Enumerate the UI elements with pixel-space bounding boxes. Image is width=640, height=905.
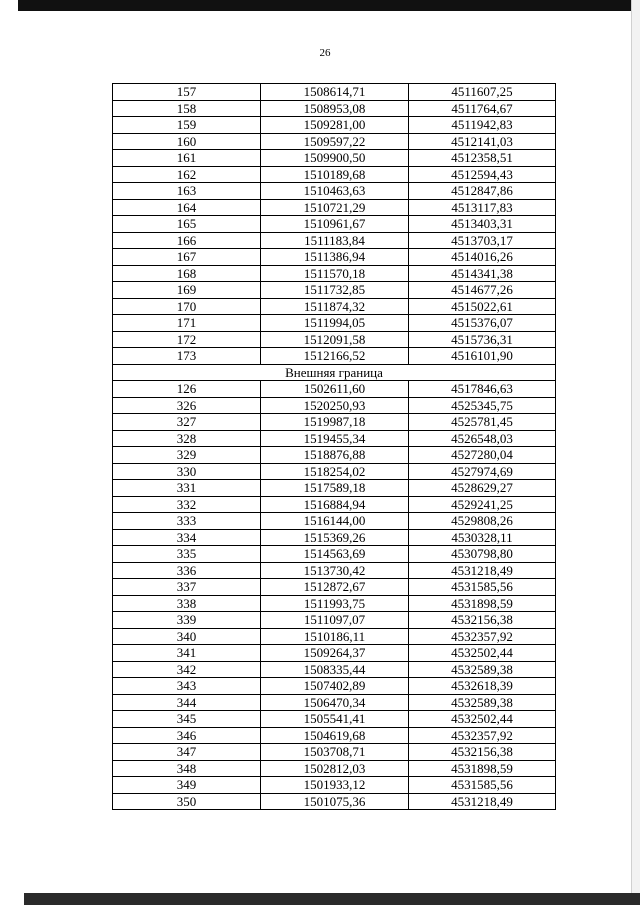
x-coordinate-cell: 1502611,60 — [261, 381, 409, 398]
x-coordinate-cell: 1518876,88 — [261, 447, 409, 464]
table-row — [113, 727, 556, 744]
table-row — [113, 744, 556, 761]
y-coordinate-cell: 4532357,92 — [409, 628, 556, 645]
point-number-cell: 347 — [113, 744, 261, 761]
point-number-cell: 166 — [113, 232, 261, 249]
point-number-cell: 348 — [113, 760, 261, 777]
table-row — [113, 199, 556, 216]
y-coordinate-cell: 4513703,17 — [409, 232, 556, 249]
x-coordinate-cell: 1509900,50 — [261, 150, 409, 167]
point-number-cell: 159 — [113, 117, 261, 134]
y-coordinate-cell: 4527280,04 — [409, 447, 556, 464]
y-coordinate-cell: 4531898,59 — [409, 760, 556, 777]
table-row — [113, 678, 556, 695]
point-number-cell: 165 — [113, 216, 261, 233]
x-coordinate-cell: 1506470,34 — [261, 694, 409, 711]
x-coordinate-cell: 1511097,07 — [261, 612, 409, 629]
point-number-cell: 326 — [113, 397, 261, 414]
point-number-cell: 332 — [113, 496, 261, 513]
table-row — [113, 150, 556, 167]
x-coordinate-cell: 1516144,00 — [261, 513, 409, 530]
table-row — [113, 447, 556, 464]
table-row — [113, 84, 556, 101]
point-number-cell: 164 — [113, 199, 261, 216]
point-number-cell: 171 — [113, 315, 261, 332]
point-number-cell: 163 — [113, 183, 261, 200]
x-coordinate-cell: 1504619,68 — [261, 727, 409, 744]
table-row — [113, 529, 556, 546]
table-row — [113, 496, 556, 513]
y-coordinate-cell: 4512141,03 — [409, 133, 556, 150]
section-header-group — [113, 364, 556, 381]
point-number-cell: 335 — [113, 546, 261, 563]
y-coordinate-cell: 4532618,39 — [409, 678, 556, 695]
point-number-cell: 157 — [113, 84, 261, 101]
y-coordinate-cell: 4528629,27 — [409, 480, 556, 497]
y-coordinate-cell: 4511764,67 — [409, 100, 556, 117]
y-coordinate-cell: 4530798,80 — [409, 546, 556, 563]
table-row — [113, 100, 556, 117]
y-coordinate-cell: 4532502,44 — [409, 711, 556, 728]
x-coordinate-cell: 1511386,94 — [261, 249, 409, 266]
y-coordinate-cell: 4512358,51 — [409, 150, 556, 167]
y-coordinate-cell: 4511942,83 — [409, 117, 556, 134]
x-coordinate-cell: 1511732,85 — [261, 282, 409, 299]
point-number-cell: 329 — [113, 447, 261, 464]
y-coordinate-cell: 4532589,38 — [409, 661, 556, 678]
table-row — [113, 612, 556, 629]
point-number-cell: 161 — [113, 150, 261, 167]
x-coordinate-cell: 1510186,11 — [261, 628, 409, 645]
point-number-cell: 342 — [113, 661, 261, 678]
x-coordinate-cell: 1501933,12 — [261, 777, 409, 794]
scan-border-bottom — [24, 893, 640, 905]
table-row — [113, 298, 556, 315]
y-coordinate-cell: 4532357,92 — [409, 727, 556, 744]
x-coordinate-cell: 1508953,08 — [261, 100, 409, 117]
table-row — [113, 480, 556, 497]
x-coordinate-cell: 1512166,52 — [261, 348, 409, 365]
table-row — [113, 117, 556, 134]
point-number-cell: 158 — [113, 100, 261, 117]
x-coordinate-cell: 1510463,63 — [261, 183, 409, 200]
point-number-cell: 346 — [113, 727, 261, 744]
point-number-cell: 339 — [113, 612, 261, 629]
y-coordinate-cell: 4529808,26 — [409, 513, 556, 530]
x-coordinate-cell: 1510721,29 — [261, 199, 409, 216]
table-row — [113, 645, 556, 662]
point-number-cell: 333 — [113, 513, 261, 530]
y-coordinate-cell: 4514341,38 — [409, 265, 556, 282]
point-number-cell: 170 — [113, 298, 261, 315]
page-number: 26 — [319, 47, 331, 59]
y-coordinate-cell: 4531585,56 — [409, 777, 556, 794]
table-row — [113, 628, 556, 645]
point-number-cell: 349 — [113, 777, 261, 794]
point-number-cell: 327 — [113, 414, 261, 431]
y-coordinate-cell: 4531218,49 — [409, 793, 556, 810]
point-number-cell: 126 — [113, 381, 261, 398]
x-coordinate-cell: 1517589,18 — [261, 480, 409, 497]
y-coordinate-cell: 4517846,63 — [409, 381, 556, 398]
x-coordinate-cell: 1507402,89 — [261, 678, 409, 695]
point-number-cell: 331 — [113, 480, 261, 497]
x-coordinate-cell: 1511994,05 — [261, 315, 409, 332]
coordinates-table — [112, 83, 556, 810]
table-row — [113, 546, 556, 563]
y-coordinate-cell: 4525345,75 — [409, 397, 556, 414]
table-row — [113, 381, 556, 398]
x-coordinate-cell: 1503708,71 — [261, 744, 409, 761]
table-row — [113, 232, 556, 249]
y-coordinate-cell: 4531218,49 — [409, 562, 556, 579]
x-coordinate-cell: 1513730,42 — [261, 562, 409, 579]
x-coordinate-cell: 1510189,68 — [261, 166, 409, 183]
table-row — [113, 348, 556, 365]
x-coordinate-cell: 1512091,58 — [261, 331, 409, 348]
coordinates-table-outer-boundary-section — [113, 381, 556, 810]
table-row — [113, 397, 556, 414]
y-coordinate-cell: 4529241,25 — [409, 496, 556, 513]
point-number-cell: 172 — [113, 331, 261, 348]
x-coordinate-cell: 1512872,67 — [261, 579, 409, 596]
y-coordinate-cell: 4516101,90 — [409, 348, 556, 365]
y-coordinate-cell: 4531585,56 — [409, 579, 556, 596]
table-row — [113, 315, 556, 332]
table-row — [113, 282, 556, 299]
table-row — [113, 463, 556, 480]
table-row — [113, 579, 556, 596]
coordinates-table-top-section — [113, 84, 556, 365]
point-number-cell: 344 — [113, 694, 261, 711]
x-coordinate-cell: 1518254,02 — [261, 463, 409, 480]
point-number-cell: 340 — [113, 628, 261, 645]
y-coordinate-cell: 4532589,38 — [409, 694, 556, 711]
x-coordinate-cell: 1511874,32 — [261, 298, 409, 315]
table-row — [113, 133, 556, 150]
table-row — [113, 513, 556, 530]
point-number-cell: 169 — [113, 282, 261, 299]
point-number-cell: 162 — [113, 166, 261, 183]
x-coordinate-cell: 1508614,71 — [261, 84, 409, 101]
x-coordinate-cell: 1519455,34 — [261, 430, 409, 447]
scan-border-top — [18, 0, 640, 11]
x-coordinate-cell: 1508335,44 — [261, 661, 409, 678]
point-number-cell: 330 — [113, 463, 261, 480]
point-number-cell: 173 — [113, 348, 261, 365]
x-coordinate-cell: 1502812,03 — [261, 760, 409, 777]
table-row — [113, 331, 556, 348]
y-coordinate-cell: 4515022,61 — [409, 298, 556, 315]
y-coordinate-cell: 4532156,38 — [409, 612, 556, 629]
table-row — [113, 562, 556, 579]
x-coordinate-cell: 1509281,00 — [261, 117, 409, 134]
point-number-cell: 160 — [113, 133, 261, 150]
y-coordinate-cell: 4525781,45 — [409, 414, 556, 431]
table-row — [113, 265, 556, 282]
y-coordinate-cell: 4512594,43 — [409, 166, 556, 183]
section-header-row — [113, 364, 556, 381]
y-coordinate-cell: 4530328,11 — [409, 529, 556, 546]
point-number-cell: 341 — [113, 645, 261, 662]
point-number-cell: 167 — [113, 249, 261, 266]
point-number-cell: 337 — [113, 579, 261, 596]
x-coordinate-cell: 1505541,41 — [261, 711, 409, 728]
y-coordinate-cell: 4532502,44 — [409, 645, 556, 662]
x-coordinate-cell: 1520250,93 — [261, 397, 409, 414]
x-coordinate-cell: 1511993,75 — [261, 595, 409, 612]
table-row — [113, 595, 556, 612]
y-coordinate-cell: 4526548,03 — [409, 430, 556, 447]
point-number-cell: 350 — [113, 793, 261, 810]
point-number-cell: 336 — [113, 562, 261, 579]
y-coordinate-cell: 4511607,25 — [409, 84, 556, 101]
point-number-cell: 334 — [113, 529, 261, 546]
table-row — [113, 777, 556, 794]
x-coordinate-cell: 1501075,36 — [261, 793, 409, 810]
y-coordinate-cell: 4514016,26 — [409, 249, 556, 266]
y-coordinate-cell: 4512847,86 — [409, 183, 556, 200]
point-number-cell: 168 — [113, 265, 261, 282]
table-row — [113, 793, 556, 810]
table-row — [113, 249, 556, 266]
y-coordinate-cell: 4513117,83 — [409, 199, 556, 216]
table-row — [113, 694, 556, 711]
y-coordinate-cell: 4515376,07 — [409, 315, 556, 332]
table-row — [113, 216, 556, 233]
x-coordinate-cell: 1515369,26 — [261, 529, 409, 546]
x-coordinate-cell: 1511183,84 — [261, 232, 409, 249]
table-row — [113, 183, 556, 200]
table-row — [113, 661, 556, 678]
x-coordinate-cell: 1514563,69 — [261, 546, 409, 563]
table-row — [113, 430, 556, 447]
x-coordinate-cell: 1516884,94 — [261, 496, 409, 513]
y-coordinate-cell: 4527974,69 — [409, 463, 556, 480]
point-number-cell: 345 — [113, 711, 261, 728]
y-coordinate-cell: 4532156,38 — [409, 744, 556, 761]
table-row — [113, 166, 556, 183]
point-number-cell: 328 — [113, 430, 261, 447]
table-row — [113, 760, 556, 777]
point-number-cell: 338 — [113, 595, 261, 612]
x-coordinate-cell: 1509597,22 — [261, 133, 409, 150]
y-coordinate-cell: 4531898,59 — [409, 595, 556, 612]
x-coordinate-cell: 1511570,18 — [261, 265, 409, 282]
x-coordinate-cell: 1519987,18 — [261, 414, 409, 431]
table-row — [113, 711, 556, 728]
scan-border-right — [631, 0, 640, 905]
x-coordinate-cell: 1509264,37 — [261, 645, 409, 662]
x-coordinate-cell: 1510961,67 — [261, 216, 409, 233]
section-title: Внешняя граница — [113, 364, 556, 381]
point-number-cell: 343 — [113, 678, 261, 695]
y-coordinate-cell: 4513403,31 — [409, 216, 556, 233]
y-coordinate-cell: 4515736,31 — [409, 331, 556, 348]
y-coordinate-cell: 4514677,26 — [409, 282, 556, 299]
table-row — [113, 414, 556, 431]
